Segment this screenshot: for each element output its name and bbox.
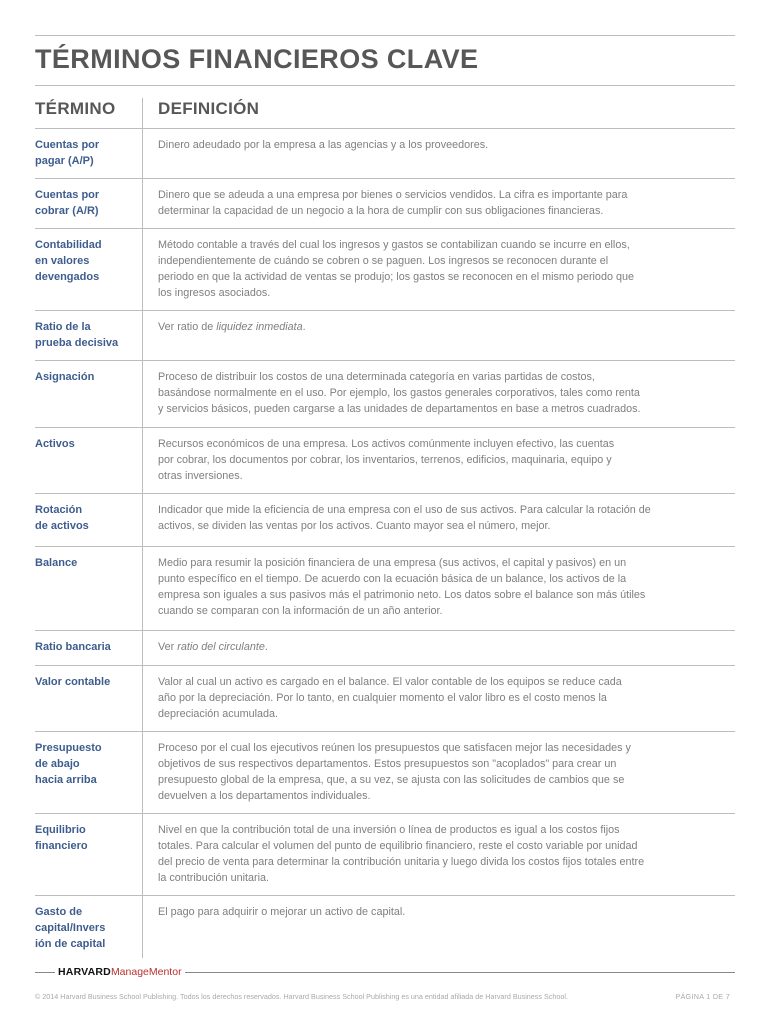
term-name bbox=[35, 904, 139, 952]
term-line: Cuentas por bbox=[35, 189, 100, 201]
term-line: pagar (A/P) bbox=[35, 155, 94, 167]
term-row bbox=[35, 630, 735, 665]
copyright-notice: © 2014 Harvard Business School Publishing. Todos los derechos reservados. Harvard Business School Publishing es una entidad afiliada de Harvard Business School. bbox=[35, 992, 568, 1001]
term-row bbox=[35, 228, 735, 310]
title-top-rule bbox=[35, 35, 735, 36]
definition-line: Nivel en que la contribución total de una inversión o línea de productos es igual a los costos fijos bbox=[158, 824, 620, 836]
term-definition bbox=[158, 822, 735, 886]
footer-rule-right bbox=[185, 972, 735, 973]
term-line: capital/Invers bbox=[35, 922, 106, 934]
definition-line: Proceso por el cual los ejecutivos reúnen los presupuestos que satisfacen mejor las necesidades y bbox=[158, 742, 631, 754]
term-line: devengados bbox=[35, 271, 100, 283]
definition-column-header: DEFINICIÓN bbox=[158, 99, 260, 118]
term-row bbox=[35, 427, 735, 493]
term-definition bbox=[158, 237, 735, 301]
term-row bbox=[35, 178, 735, 228]
definition-text: . bbox=[264, 641, 268, 653]
term-definition bbox=[158, 639, 735, 655]
term-line: de abajo bbox=[35, 758, 80, 770]
definition-line bbox=[158, 639, 735, 655]
term-line: Ratio de la bbox=[35, 321, 91, 333]
definition-line: año por la depreciación. Por lo tanto, en cualquier momento el valor libro es el costo menos la bbox=[158, 692, 607, 704]
term-row bbox=[35, 310, 735, 360]
definition-line: El pago para adquirir o mejorar un activo de capital. bbox=[158, 906, 406, 918]
term-name bbox=[35, 319, 139, 351]
definition-text: Ver bbox=[158, 641, 178, 653]
definition-line: Dinero adeudado por la empresa a las agencias y a los proveedores. bbox=[158, 139, 489, 151]
term-name bbox=[35, 187, 139, 219]
definition-line: los ingresos asociados. bbox=[158, 287, 271, 299]
term-definition bbox=[158, 319, 735, 335]
term-line: Gasto de bbox=[35, 906, 83, 918]
definition-line bbox=[158, 319, 735, 335]
definition-line: determinar la capacidad de un negocio a la hora de cumplir con sus obligaciones financieras. bbox=[158, 205, 604, 217]
definition-line: Indicador que mide la eficiencia de una empresa con el uso de sus activos. Para calcular la rotación de bbox=[158, 504, 651, 516]
definition-line: depreciación acumulada. bbox=[158, 708, 279, 720]
term-line: hacia arriba bbox=[35, 774, 97, 786]
term-line: en valores bbox=[35, 255, 90, 267]
definition-line: presupuesto global de la empresa, que, a su vez, se ajusta con las solicitudes de cambios que se bbox=[158, 774, 625, 786]
definition-text: . bbox=[302, 321, 306, 333]
footer-brand-bar bbox=[35, 964, 735, 980]
term-name bbox=[35, 740, 139, 788]
title-bottom-rule bbox=[35, 85, 735, 86]
term-row bbox=[35, 546, 735, 630]
term-line: Presupuesto bbox=[35, 742, 102, 754]
definition-reference-term: liquidez inmediata bbox=[216, 321, 303, 333]
term-line: financiero bbox=[35, 840, 88, 852]
term-definition bbox=[158, 187, 735, 219]
term-row bbox=[35, 895, 735, 958]
term-row bbox=[35, 360, 735, 427]
term-name bbox=[35, 369, 139, 385]
definition-line: periodo en que la actividad de ventas se produjo; los gastos se reconocen en el mismo periodo que bbox=[158, 271, 634, 283]
term-name bbox=[35, 674, 139, 690]
term-name bbox=[35, 639, 139, 655]
term-line: cobrar (A/R) bbox=[35, 205, 99, 217]
definition-line: Valor al cual un activo es cargado en el balance. El valor contable de los equipos se reduce cada bbox=[158, 676, 622, 688]
definition-line: basándose normalmente en el uso. Por ejemplo, los gastos generales corporativos, tales como renta bbox=[158, 387, 640, 399]
definition-line: cuando se comparan con la información de un año anterior. bbox=[158, 605, 443, 617]
term-row bbox=[35, 665, 735, 731]
term-line: Balance bbox=[35, 557, 78, 569]
term-line: Asignación bbox=[35, 371, 95, 383]
term-line: Rotación bbox=[35, 504, 83, 516]
definition-line: empresa son iguales a sus pasivos más el patrimonio neto. Los datos sobre el balance son más útiles bbox=[158, 589, 646, 601]
term-column-header: TÉRMINO bbox=[35, 99, 116, 118]
term-line: de activos bbox=[35, 520, 89, 532]
definition-line: devuelven a los departamentos individuales. bbox=[158, 790, 371, 802]
definition-line: del precio de venta para determinar la contribución unitaria y luego divida los costos fijos totales entre bbox=[158, 856, 645, 868]
definition-line: activos, se dividen las ventas por los activos. Cuanto mayor sea el número, mejor. bbox=[158, 520, 551, 532]
term-definition bbox=[158, 555, 735, 619]
definition-line: totales. Para calcular el volumen del punto de equilibrio financiero, reste el costo variable por unidad bbox=[158, 840, 638, 852]
term-line: prueba decisiva bbox=[35, 337, 119, 349]
term-name bbox=[35, 237, 139, 285]
definition-line: Medio para resumir la posición financiera de una empresa (sus activos, el capital y pasivos) en un bbox=[158, 557, 627, 569]
term-row bbox=[35, 813, 735, 895]
term-name bbox=[35, 137, 139, 169]
term-row bbox=[35, 731, 735, 813]
term-name bbox=[35, 502, 139, 534]
term-definition bbox=[158, 137, 735, 153]
term-line: Ratio bancaria bbox=[35, 641, 111, 653]
definition-line: por cobrar, los documentos por cobrar, los inventarios, terrenos, edificios, maquinaria, equipo y bbox=[158, 454, 612, 466]
term-line: Valor contable bbox=[35, 676, 111, 688]
term-row bbox=[35, 128, 735, 178]
term-definition bbox=[158, 502, 735, 534]
page-title: TÉRMINOS FINANCIEROS CLAVE bbox=[35, 44, 479, 74]
logo-managementor-text: ManageMentor bbox=[110, 966, 182, 978]
term-definition bbox=[158, 740, 735, 804]
definition-line: otras inversiones. bbox=[158, 470, 243, 482]
definition-text: Ver ratio de bbox=[158, 321, 217, 333]
harvard-managementor-logo bbox=[58, 964, 182, 980]
term-name bbox=[35, 436, 139, 452]
definition-line: y servicios básicos, pueden cargarse a las unidades de departamentos en base a metros cuadrados. bbox=[158, 403, 641, 415]
term-line: Cuentas por bbox=[35, 139, 100, 151]
definition-line: Proceso de distribuir los costos de una determinada categoría en varias partidas de costos, bbox=[158, 371, 595, 383]
definition-line: Recursos económicos de una empresa. Los activos comúnmente incluyen efectivo, las cuentas bbox=[158, 438, 615, 450]
term-line: Activos bbox=[35, 438, 75, 450]
logo-harvard-text: HARVARD bbox=[58, 966, 111, 978]
terms-table bbox=[35, 128, 735, 958]
term-row bbox=[35, 493, 735, 546]
definition-reference-term: ratio del circulante bbox=[177, 641, 265, 653]
definition-line: Método contable a través del cual los ingresos y gastos se contabilizan cuando se incurre en ellos, bbox=[158, 239, 630, 251]
term-line: Equilibrio bbox=[35, 824, 86, 836]
definition-line: la contribución unitaria. bbox=[158, 872, 270, 884]
definition-line: Dinero que se adeuda a una empresa por bienes o servicios vendidos. La cifra es importante para bbox=[158, 189, 628, 201]
page-number: PÁGINA 1 DE 7 bbox=[675, 992, 730, 1001]
definition-line: objetivos de sus respectivos departamentos. Estos presupuestos son "acoplados" para crear un bbox=[158, 758, 617, 770]
term-definition bbox=[158, 674, 735, 722]
term-definition bbox=[158, 904, 735, 920]
definition-line: punto específico en el tiempo. De acuerdo con la ecuación básica de un balance, los activos de la bbox=[158, 573, 627, 585]
term-line: Contabilidad bbox=[35, 239, 102, 251]
term-name bbox=[35, 822, 139, 854]
term-name bbox=[35, 555, 139, 571]
footer-rule-left bbox=[35, 972, 55, 973]
term-definition bbox=[158, 436, 735, 484]
term-definition bbox=[158, 369, 735, 417]
term-line: ión de capital bbox=[35, 938, 106, 950]
definition-line: independientemente de cuándo se cobren o se paguen. Los ingresos se reconocen durante el bbox=[158, 255, 609, 267]
